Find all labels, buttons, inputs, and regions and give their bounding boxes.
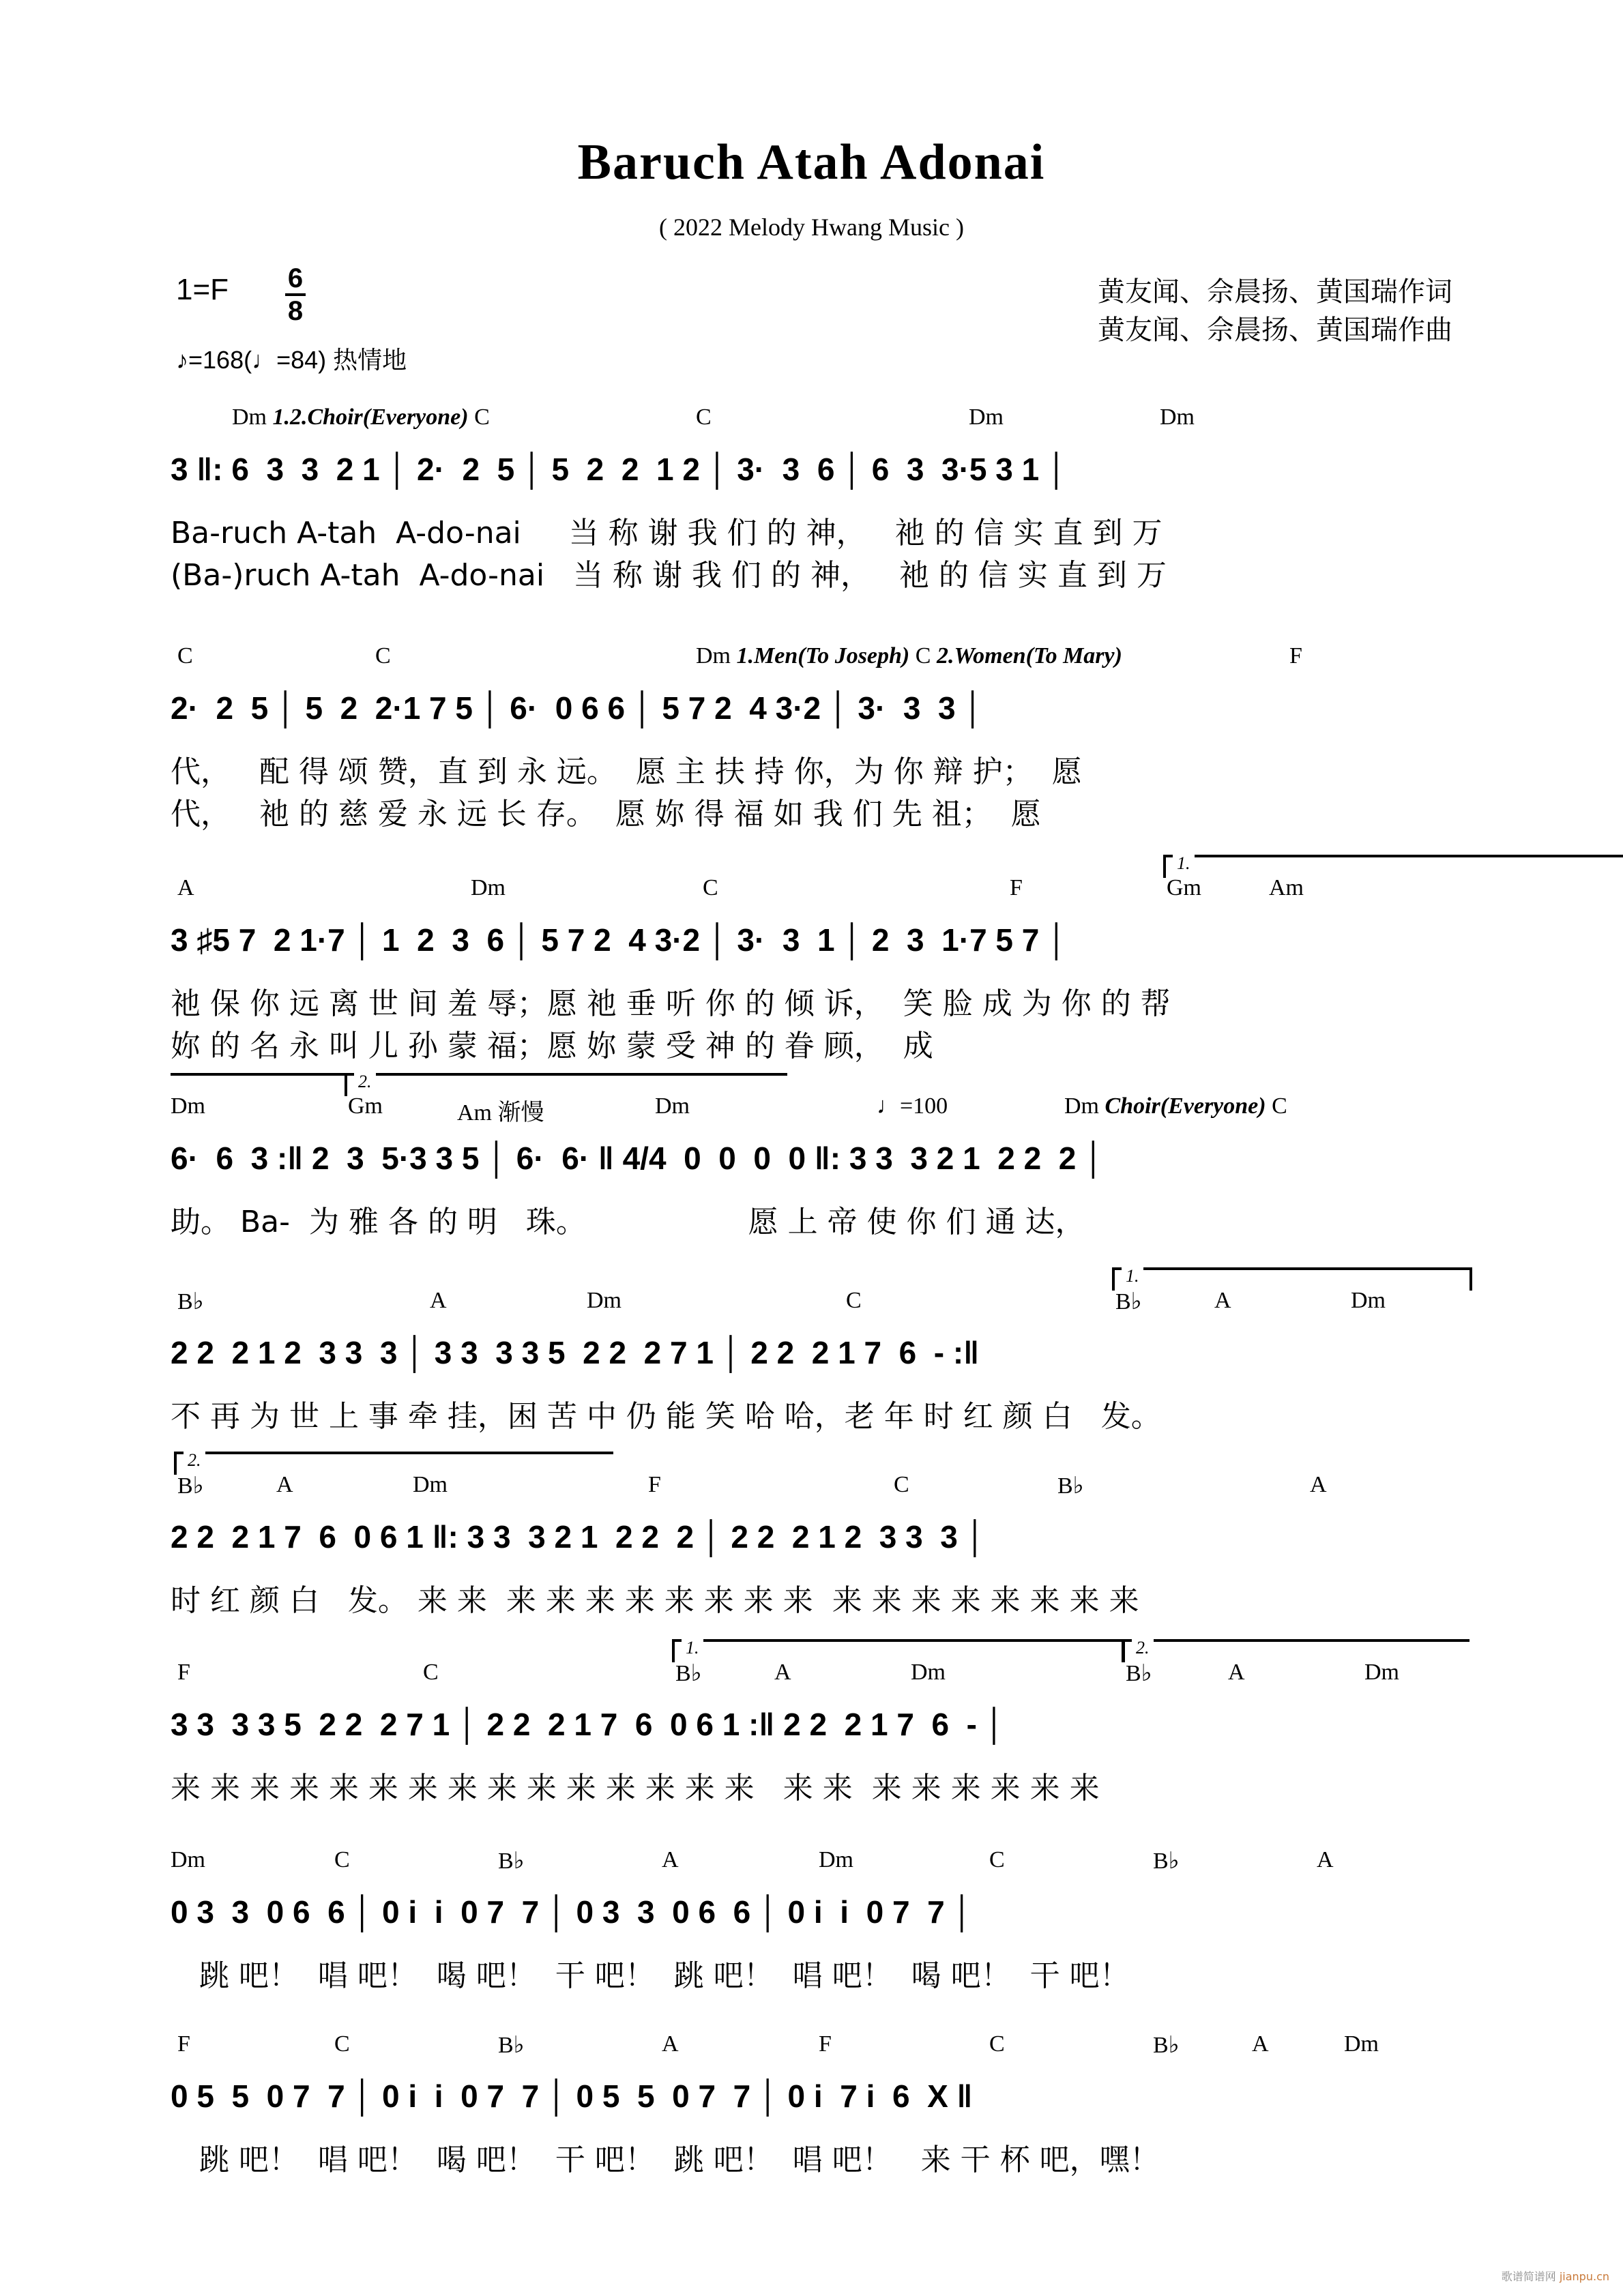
chord-name: C	[915, 643, 937, 668]
chord-name: B♭	[675, 1661, 702, 1686]
chord-name: C	[989, 2031, 1005, 2057]
chord-symbol	[1364, 1660, 1399, 1686]
chord-symbol	[662, 1847, 679, 1873]
chord-symbol	[1115, 1288, 1142, 1315]
chord-name: A	[430, 1288, 447, 1313]
lyric-line: 助。 Ba- 为 雅 各 的 明 珠。 愿 上 帝 使 你 们 通 达，	[171, 1205, 1085, 1239]
chord-name: A	[1252, 2031, 1269, 2057]
chord-name: Am	[1269, 875, 1304, 900]
score-system	[171, 2026, 1467, 2203]
chord-symbol	[1010, 875, 1023, 901]
chord-symbol	[1214, 1288, 1231, 1314]
chord-symbol	[1269, 875, 1304, 901]
chord-symbol	[1351, 1288, 1386, 1314]
chord-symbol	[819, 2031, 832, 2057]
chord-symbol	[1153, 2031, 1180, 2059]
chord-name: C	[696, 404, 712, 430]
lyric-line: 不 再 为 世 上 事 牵 挂，困 苦 中 仍 能 笑 哈 哈，老 年 时 红 颜 白 发。	[171, 1399, 1161, 1434]
chord-symbol	[877, 1093, 948, 1119]
tempo-marking: ♪=168(♩=84) 热情地	[176, 346, 407, 374]
notation-line	[171, 441, 1467, 503]
lyric-line: 祂 保 你 远 离 世 间 羞 辱；愿 祂 垂 听 你 的 倾 诉， 笑 脸 成 为 你 的 帮	[171, 986, 1171, 1021]
chord-name: A	[1214, 1288, 1231, 1313]
chord-symbol	[498, 1847, 525, 1874]
chord-name: Dm	[232, 404, 267, 430]
watermark-domain: jianpu.cn	[1559, 2270, 1609, 2283]
chord-symbol	[1167, 875, 1201, 901]
lyricist-credit: 黄友闻、佘晨扬、黄国瑞作词	[1098, 276, 1452, 308]
chord-name: C	[334, 1847, 350, 1872]
jianpu-notes: 6· 6 3 :‖ 2 3 5·3 3 5 │ 6· 6· ‖ 4/4 0 0 0 0 ‖: 3 3 3 2 1 2 2 2 │	[171, 1140, 1105, 1176]
composer-credit: 黄友闻、佘晨扬、黄国瑞作曲	[1098, 314, 1452, 346]
time-signature	[285, 265, 306, 325]
chord-name: Dm	[911, 1660, 946, 1685]
jianpu-notes: 0 5 5 0 7 7 │ 0 i i 0 7 7 │ 0 5 5 0 7 7 │ 0 i 7 i 6 X ‖	[171, 2078, 973, 2114]
chord-name: Dm	[471, 875, 506, 900]
chord-symbol	[171, 1093, 205, 1119]
chord-name: A	[177, 875, 194, 900]
chord-name: B♭	[1057, 1473, 1084, 1499]
lyric-line: 跳 吧！ 唱 吧！ 喝 吧！ 干 吧！ 跳 吧！ 唱 吧！ 喝 吧！ 干 吧！	[171, 1958, 1130, 1993]
chord-symbol	[276, 1472, 293, 1498]
chord-name: C	[474, 404, 490, 430]
score-system	[171, 1266, 1467, 1460]
chord-name: C	[703, 875, 718, 900]
chord-name: B♭	[1126, 1661, 1152, 1686]
chord-symbol	[1126, 1660, 1152, 1687]
chord-symbol	[703, 875, 718, 901]
chord-name: F	[819, 2031, 832, 2057]
volta-label: 2.	[184, 1450, 205, 1471]
chord-name: ♩=100	[877, 1093, 948, 1119]
volta-bracket	[1163, 855, 1623, 878]
chord-symbol	[177, 875, 194, 901]
chord-symbol	[1160, 404, 1195, 430]
chord-name: A	[662, 2031, 679, 2057]
chord-name: Dm	[171, 1093, 205, 1119]
chord-symbol	[348, 1093, 383, 1119]
chord-symbol	[177, 1288, 204, 1315]
chord-symbol	[662, 2031, 679, 2057]
chord-symbol	[471, 875, 506, 901]
chord-name: Dm	[655, 1093, 690, 1119]
chord-name: F	[177, 1660, 190, 1685]
chord-symbol	[696, 404, 712, 430]
chord-symbol	[989, 1847, 1005, 1873]
chord-symbol	[177, 1472, 204, 1499]
chord-name: Dm	[1064, 1093, 1105, 1119]
chord-symbol	[696, 643, 1122, 669]
chord-name: Dm	[969, 404, 1004, 430]
volta-bracket	[1112, 1267, 1472, 1291]
chord-name: C	[894, 1472, 909, 1497]
chord-symbol	[457, 1093, 544, 1127]
chord-name: Gm	[1167, 875, 1201, 900]
chord-symbol	[177, 2031, 190, 2057]
chord-symbol	[1228, 1660, 1245, 1686]
chord-symbol	[675, 1660, 702, 1687]
chord-name: B♭	[1153, 1849, 1180, 1874]
chord-name: Dm	[819, 1847, 853, 1872]
chord-symbol	[1057, 1472, 1084, 1499]
chord-line	[171, 1266, 1467, 1316]
lyric-line: 代， 祂 的 慈 爱 永 远 长 存。 愿 妳 得 福 如 我 们 先 祖； 愿	[171, 797, 1041, 831]
jianpu-notes: 2 2 2 1 7 6 0 6 1 ‖: 3 3 3 2 1 2 2 2 │ 2 2 2 1 2 3 3 3 │	[171, 1519, 986, 1555]
chord-line	[171, 1638, 1467, 1688]
chord-symbol	[423, 1660, 439, 1686]
chord-symbol	[911, 1660, 946, 1686]
score-system	[171, 1450, 1467, 1644]
jianpu-notes: 0 3 3 0 6 6 │ 0 i i 0 7 7 │ 0 3 3 0 6 6 │ 0 i i 0 7 7 │	[171, 1894, 974, 1930]
chord-name: F	[648, 1472, 661, 1497]
chord-symbol	[587, 1288, 622, 1314]
section-direction: 1.Men(To Joseph)	[736, 643, 910, 668]
volta-label: 1.	[682, 1638, 703, 1658]
lyric-line: 来 来 来 来 来 来 来 来 来 来 来 来 来 来 来 来 来 来 来 来 来 来 来	[171, 1771, 1100, 1806]
chord-line	[171, 1450, 1467, 1501]
chord-name: B♭	[177, 1473, 204, 1499]
chord-symbol	[1289, 643, 1302, 669]
notation-line	[171, 1130, 1467, 1192]
chord-name: A	[1310, 1472, 1327, 1497]
notation-line	[171, 1696, 1467, 1758]
volta-bracket	[171, 1073, 347, 1096]
chord-name: C	[375, 643, 391, 668]
watermark-site-name: 歌谱简谱网	[1501, 2270, 1556, 2283]
lyric-line: 时 红 颜 白 发。 来 来 来 来 来 来 来 来 来 来 来 来 来 来 来 来 来 来	[171, 1583, 1139, 1618]
chord-name: 渐慢	[497, 1100, 544, 1125]
chord-name: F	[1010, 875, 1023, 900]
volta-label: 2.	[354, 1072, 376, 1092]
chord-name: C	[846, 1288, 862, 1313]
chord-name: Dm	[413, 1472, 448, 1497]
chord-symbol	[819, 1847, 853, 1873]
chord-name: C	[989, 1847, 1005, 1872]
notation-line	[171, 1325, 1467, 1386]
jianpu-notes: 3 ♯5 7 2 1·7 │ 1 2 3 6 │ 5 7 2 4 3·2 │ 3· 3 1 │ 2 3 1·7 5 7 │	[171, 922, 1068, 958]
score-system	[171, 1842, 1467, 2019]
section-direction: 1.2.Choir(Everyone)	[272, 404, 469, 430]
chord-symbol	[334, 1847, 350, 1873]
chord-symbol	[498, 2031, 525, 2059]
chord-symbol	[413, 1472, 448, 1498]
score-system	[171, 399, 1467, 593]
volta-bracket	[345, 1073, 787, 1096]
chord-line	[171, 638, 1467, 672]
score-system	[171, 853, 1467, 1063]
notation-line	[171, 912, 1467, 973]
chord-name: Dm	[587, 1288, 622, 1313]
chord-name: B♭	[498, 2033, 525, 2058]
key-signature: 1=F	[176, 273, 229, 306]
chord-symbol	[969, 404, 1004, 430]
chord-name: B♭	[1115, 1289, 1142, 1314]
credits	[1098, 273, 1452, 349]
chord-symbol	[1252, 2031, 1269, 2057]
chord-name: A	[276, 1472, 293, 1497]
notation-line	[171, 1884, 1467, 1945]
score-system	[171, 638, 1467, 831]
chord-name: Dm	[1351, 1288, 1386, 1313]
chord-name: Am	[457, 1100, 492, 1125]
score-system	[171, 1072, 1467, 1265]
copyright-subtitle: ( 2022 Melody Hwang Music )	[659, 214, 964, 241]
lyric-line: 妳 的 名 永 叫 儿 孙 蒙 福；愿 妳 蒙 受 神 的 眷 顾， 成	[171, 1029, 933, 1063]
chord-name: F	[177, 2031, 190, 2057]
chord-symbol	[989, 2031, 1005, 2057]
lyric-line: 跳 吧！ 唱 吧！ 喝 吧！ 干 吧！ 跳 吧！ 唱 吧！ 来 干 杯 吧，嘿！	[171, 2143, 1160, 2177]
notation-line	[171, 2068, 1467, 2130]
volta-label: 1.	[1122, 1266, 1143, 1286]
chord-symbol	[375, 643, 391, 669]
lyric-line: Ba-ruch A-tah A-do-nai 当 称 谢 我 们 的 神， 祂 的 信 实 直 到 万	[171, 516, 1163, 550]
chord-symbol	[1344, 2031, 1379, 2057]
time-signature-denominator: 8	[287, 296, 304, 326]
chord-symbol	[1064, 1093, 1287, 1119]
chord-symbol	[177, 643, 193, 669]
chord-line	[171, 399, 1467, 433]
song-title: Baruch Atah Adonai	[577, 134, 1046, 190]
chord-name: B♭	[498, 1849, 525, 1874]
chord-symbol	[177, 1660, 190, 1686]
notation-line	[171, 1509, 1467, 1570]
section-direction: Choir(Everyone)	[1105, 1093, 1266, 1119]
chord-name: C	[334, 2031, 350, 2057]
chord-name: F	[1289, 643, 1302, 668]
chord-name: Gm	[348, 1093, 383, 1119]
jianpu-notes: 3 3 3 3 5 2 2 2 7 1 │ 2 2 2 1 7 6 0 6 1 :‖ 2 2 2 1 7 6 - │	[171, 1707, 1006, 1742]
lyric-line: (Ba-)ruch A-tah A-do-nai 当 称 谢 我 们 的 神， 祂 的 信 实 直 到 万	[171, 558, 1167, 593]
chord-symbol	[1317, 1847, 1334, 1873]
volta-label: 2.	[1132, 1638, 1154, 1658]
chord-name: A	[774, 1660, 791, 1685]
section-direction: 2.Women(To Mary)	[936, 643, 1122, 668]
chord-name: C	[423, 1660, 439, 1685]
chord-name: A	[1228, 1660, 1245, 1685]
volta-label: 1.	[1173, 853, 1195, 874]
lyric-line: 代， 配 得 颂 赞，直 到 永 远。 愿 主 扶 持 你，为 你 辩 护； 愿	[171, 754, 1082, 789]
volta-bracket	[1122, 1639, 1470, 1662]
chord-symbol	[430, 1288, 447, 1314]
chord-name: A	[1317, 1847, 1334, 1872]
chord-symbol	[894, 1472, 909, 1498]
chord-symbol	[774, 1660, 791, 1686]
chord-symbol	[648, 1472, 661, 1498]
site-watermark	[1502, 2268, 1609, 2284]
time-signature-numerator: 6	[287, 263, 304, 293]
score-system	[171, 1638, 1467, 1831]
volta-bracket	[174, 1452, 613, 1475]
chord-symbol	[655, 1093, 690, 1119]
chord-symbol	[846, 1288, 862, 1314]
chord-name: C	[177, 643, 193, 668]
chord-line	[171, 853, 1467, 904]
chord-symbol	[171, 1847, 205, 1873]
volta-bracket	[672, 1639, 1124, 1662]
chord-name: Dm	[171, 1847, 205, 1872]
chord-symbol	[334, 2031, 350, 2057]
chord-symbol	[1153, 1847, 1180, 1874]
chord-symbol	[232, 404, 490, 430]
chord-line	[171, 1072, 1467, 1125]
chord-name: A	[662, 1847, 679, 1872]
chord-symbol	[1310, 1472, 1327, 1498]
notation-line	[171, 680, 1467, 741]
chord-line	[171, 2026, 1467, 2060]
chord-name: B♭	[177, 1289, 204, 1314]
chord-line	[171, 1842, 1467, 1876]
chord-name: Dm	[1160, 404, 1195, 430]
chord-name: Dm	[1344, 2031, 1379, 2057]
jianpu-notes: 2· 2 5 │ 5 2 2·1 7 5 │ 6· 0 6 6 │ 5 7 2 4 3·2 │ 3· 3 3 │	[171, 690, 984, 726]
chord-name: Dm	[1364, 1660, 1399, 1685]
jianpu-notes: 2 2 2 1 2 3 3 3 │ 3 3 3 3 5 2 2 2 7 1 │ 2 2 2 1 7 6 - :‖	[171, 1335, 980, 1370]
chord-name: Dm	[696, 643, 731, 668]
chord-name: C	[1272, 1093, 1287, 1119]
chord-name: B♭	[1153, 2033, 1180, 2058]
jianpu-notes: 3 ‖: 6 3 3 2 1 │ 2· 2 5 │ 5 2 2 1 2 │ 3· 3 6 │ 6 3 3·5 3 1 │	[171, 452, 1068, 487]
